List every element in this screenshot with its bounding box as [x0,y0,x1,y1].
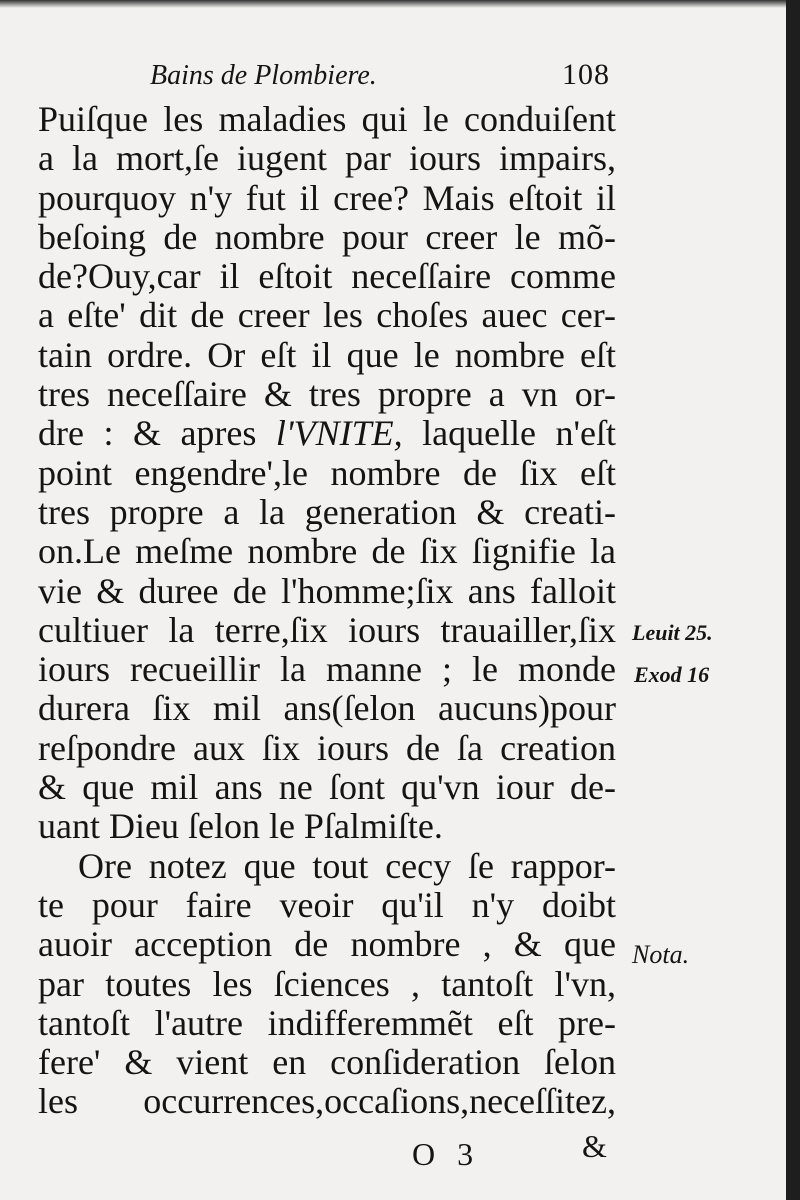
text-line-9-end: laquelle n'eſt [402,413,616,454]
page-gutter-shadow [786,0,800,1200]
catchword: & [582,1128,607,1164]
text-line-24: tantoſt l'autre indifferemmẽt eſt pre- [38,1002,616,1043]
text-line-8: tres neceſſaire & tres propre a vn or- [38,374,616,415]
text-line-20: Ore notez que tout cecy ſe rappor- [78,845,616,886]
text-line-23: par toutes les ſciences , tantoſt l'vn, [38,963,616,1004]
text-line-19: uant Dieu ſelon le Pſalmiſte. [38,806,443,847]
text-line-6: a eſte' dit de creer les choſes auec cer- [38,295,616,336]
text-line-16: durera ſix mil ans(ſelon aucuns)pour [38,688,616,729]
text-line-21: te pour faire veoir qu'il n'y doibt [38,884,616,925]
text-line-11: tres propre a la generation & creati- [38,491,616,532]
text-line-7: tain ordre. Or eſt il que le nombre eſt [38,334,616,375]
margin-note-leuit: Leuit 25. [632,620,713,645]
text-line-10: point engendre',le nombre de ſix eſt [38,452,616,493]
signature-mark: O 3 [412,1136,474,1172]
body-text [38,100,616,1122]
text-line-22: auoir acception de nombre , & que [38,924,616,965]
text-line-4: beſoing de nombre pour creer le mõ- [38,216,616,257]
text-line-2: a la mort,ſe iugent par iours impairs, [38,138,616,179]
text-line-9 [38,414,616,453]
text-line-18: & que mil ans ne ſont qu'vn iour de- [38,767,616,808]
text-line-17: reſpondre aux ſix iours de ſa creation [38,727,616,768]
text-line-15: iours recueillir la manne ; le monde [38,649,616,690]
text-line-1: Puiſque les maladies qui le conduiſent [38,99,616,139]
text-line-12: on.Le meſme nombre de ſix ſignifie la [38,531,616,572]
text-line-25: fere' & vient en conſideration ſelon [38,1042,616,1083]
text-line-9-start: dre : & apres [38,413,257,454]
text-line-5: de?Ouy,car il eſtoit neceſſaire comme [38,256,616,297]
text-line-14: cultiuer la terre,ſix iours trauailler,ſix [38,609,616,650]
running-head-title: Bains de Plombiere. [150,60,377,91]
text-line-3: pourquoy n'y fut il cree? Mais eſtoit il [38,177,616,218]
text-line-13: vie & duree de l'homme;ſix ans falloit [38,570,616,611]
page-top-edge [0,0,800,8]
margin-note-nota: Nota. [632,940,690,969]
margin-note-exod: Exod 16 [634,662,710,687]
running-head [150,60,610,96]
text-line-26: les occurrences,occaſions,neceſſitez, [38,1081,616,1122]
page-number: 108 [562,58,610,91]
italic-unite: l'VNITE, [275,413,403,454]
